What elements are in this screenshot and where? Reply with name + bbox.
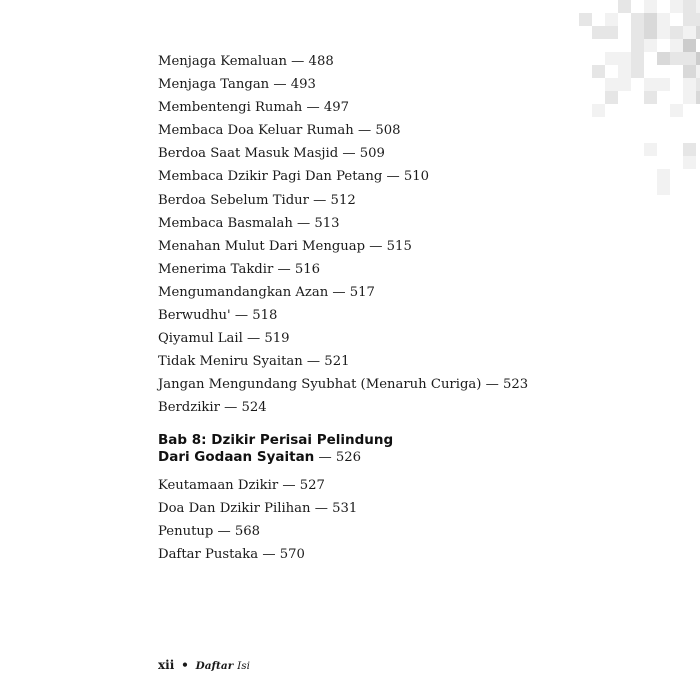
mosaic-tile	[605, 26, 618, 39]
chapter-heading	[158, 432, 618, 466]
mosaic-tile	[696, 13, 700, 26]
toc-entry: Keutamaan Dzikir — 527	[158, 477, 325, 493]
mosaic-tile	[631, 52, 644, 65]
toc-entry: Qiyamul Lail — 519	[158, 331, 290, 347]
mosaic-tile	[618, 0, 631, 13]
toc-entry: Menerima Takdir — 516	[158, 261, 321, 277]
chapter-title: Bab 8: Dzikir Perisai Pelindung	[158, 431, 394, 448]
mosaic-tile	[696, 65, 700, 78]
mosaic-tile	[670, 0, 683, 13]
mosaic-tile	[683, 13, 696, 26]
table-of-contents	[158, 50, 618, 566]
mosaic-tile	[631, 26, 644, 39]
mosaic-tile	[644, 13, 657, 26]
toc-entry: Membaca Doa Keluar Rumah — 508	[158, 123, 401, 139]
toc-entry: Doa Dan Dzikir Pilihan — 531	[158, 500, 358, 516]
toc-entry: Membaca Dzikir Pagi Dan Petang — 510	[158, 169, 430, 185]
toc-entry: Tidak Meniru Syaitan — 521	[158, 354, 350, 370]
toc-entry: Membentengi Rumah — 497	[158, 100, 350, 116]
bullet-separator: •	[181, 658, 189, 672]
mosaic-tile	[644, 143, 657, 156]
mosaic-tile	[657, 78, 670, 91]
mosaic-tile	[683, 0, 696, 13]
running-head-italic: Isi	[237, 660, 250, 672]
mosaic-tile	[670, 26, 683, 39]
toc-entry: Menjaga Tangan — 493	[158, 77, 316, 93]
mosaic-tile	[644, 91, 657, 104]
mosaic-tile	[592, 26, 605, 39]
mosaic-tile	[631, 13, 644, 26]
toc-entry: Mengumandangkan Azan — 517	[158, 284, 375, 300]
toc-entry: Membaca Basmalah — 513	[158, 215, 340, 231]
mosaic-tile	[683, 91, 696, 104]
mosaic-tile	[683, 65, 696, 78]
mosaic-tile	[644, 26, 657, 39]
mosaic-tile	[644, 39, 657, 52]
mosaic-tile	[683, 156, 696, 169]
mosaic-tile	[670, 104, 683, 117]
toc-entry: Menahan Mulut Dari Menguap — 515	[158, 238, 412, 254]
mosaic-tile	[670, 52, 683, 65]
mosaic-tile	[618, 52, 631, 65]
toc-entry: Daftar Pustaka — 570	[158, 546, 305, 562]
mosaic-tile	[683, 39, 696, 52]
mosaic-tile	[618, 65, 631, 78]
toc-entry: Berwudhu' — 518	[158, 308, 278, 324]
mosaic-tile	[696, 52, 700, 65]
mosaic-tile	[696, 91, 700, 104]
chapter-subtitle: Dari Godaan Syaitan	[158, 448, 315, 465]
toc-entry: Jangan Mengundang Syubhat (Menaruh Curiga) — 523	[158, 377, 529, 393]
mosaic-tile	[683, 52, 696, 65]
mosaic-tile	[657, 182, 670, 195]
mosaic-tile	[644, 78, 657, 91]
toc-entry: Berdoa Sebelum Tidur — 512	[158, 192, 356, 208]
mosaic-tile	[696, 0, 700, 13]
mosaic-tile	[631, 65, 644, 78]
toc-entry: Penutup — 568	[158, 523, 261, 539]
running-head-bold: Daftar	[195, 660, 234, 672]
mosaic-tile	[579, 13, 592, 26]
page-footer	[158, 658, 250, 672]
toc-entry: Menjaga Kemaluan — 488	[158, 54, 334, 69]
mosaic-tile	[696, 26, 700, 39]
mosaic-tile	[657, 26, 670, 39]
mosaic-tile	[605, 13, 618, 26]
toc-entry: Berdzikir — 524	[158, 400, 267, 416]
toc-entry: Berdoa Saat Masuk Masjid — 509	[158, 146, 385, 162]
mosaic-tile	[696, 78, 700, 91]
mosaic-tile	[657, 13, 670, 26]
mosaic-tile	[657, 169, 670, 182]
mosaic-tile	[683, 78, 696, 91]
mosaic-tile	[683, 143, 696, 156]
mosaic-tile	[631, 39, 644, 52]
chapter-title-line-1	[158, 432, 618, 449]
mosaic-tile	[683, 26, 696, 39]
mosaic-tile	[644, 0, 657, 13]
mosaic-tile	[657, 52, 670, 65]
mosaic-tile	[670, 39, 683, 52]
mosaic-tile	[618, 78, 631, 91]
chapter-page-number: — 526	[314, 449, 362, 465]
page-folio: xii	[158, 658, 175, 672]
chapter-title-line-2	[158, 449, 618, 466]
